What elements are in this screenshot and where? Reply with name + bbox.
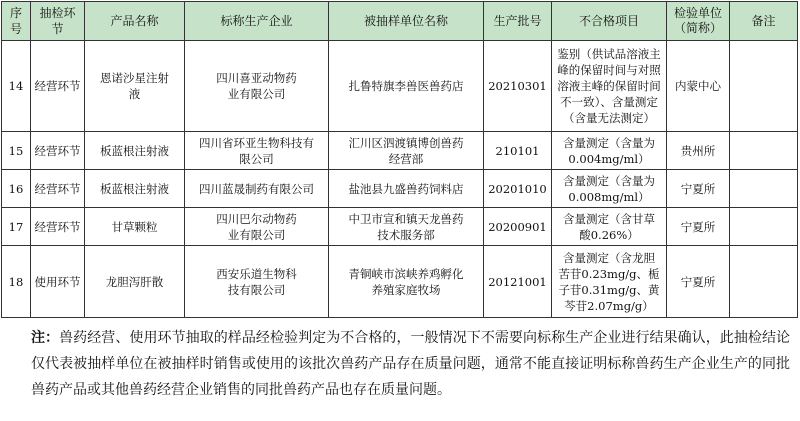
header-sampled-unit: 被抽样单位名称 — [329, 2, 484, 41]
table-header-row — [2, 2, 798, 41]
cell-inspector: 宁夏所 — [667, 170, 730, 208]
cell-items: 鉴别（供试品溶液主峰的保留时间与对照溶液主峰的保留时间不一致）、含量测定（含量无法测定） — [552, 41, 667, 132]
cell-product: 板蓝根注射液 — [85, 170, 185, 208]
cell-items: 含量测定（含龙胆苦苷0.23mg/g、栀子苷0.31mg/g、黄芩苷2.07mg/g） — [552, 246, 667, 318]
cell-manufacturer: 西安乐道生物科技有限公司 — [185, 246, 329, 318]
header-seq: 序号 — [2, 2, 31, 41]
header-batch: 生产批号 — [484, 2, 552, 41]
cell-product: 板蓝根注射液 — [85, 132, 185, 170]
cell-batch: 20200901 — [484, 208, 552, 246]
cell-remark — [730, 208, 798, 246]
table-row — [2, 170, 798, 208]
cell-batch: 20121001 — [484, 246, 552, 318]
footnote — [31, 325, 790, 403]
header-inspector: 检验单位 （简称） — [667, 2, 730, 41]
cell-remark — [730, 41, 798, 132]
cell-inspector: 宁夏所 — [667, 246, 730, 318]
table-row — [2, 208, 798, 246]
cell-items: 含量测定（含量为0.004mg/ml） — [552, 132, 667, 170]
cell-product: 龙胆泻肝散 — [85, 246, 185, 318]
cell-remark — [730, 246, 798, 318]
header-manufacturer: 标称生产企业 — [185, 2, 329, 41]
cell-remark — [730, 132, 798, 170]
cell-seq: 17 — [2, 208, 31, 246]
table-row — [2, 41, 798, 132]
cell-stage: 经营环节 — [31, 208, 85, 246]
cell-stage: 经营环节 — [31, 132, 85, 170]
header-items: 不合格项目 — [552, 2, 667, 41]
header-stage: 抽检环节 — [31, 2, 85, 41]
cell-seq: 18 — [2, 246, 31, 318]
nonconforming-products-table — [1, 1, 798, 318]
cell-batch: 20210301 — [484, 41, 552, 132]
cell-sampled-unit: 扎鲁特旗李兽医兽药店 — [329, 41, 484, 132]
cell-stage: 经营环节 — [31, 41, 85, 132]
cell-seq: 15 — [2, 132, 31, 170]
cell-seq: 16 — [2, 170, 31, 208]
cell-items: 含量测定（含甘草酸0.26%） — [552, 208, 667, 246]
cell-items: 含量测定（含量为0.008mg/ml） — [552, 170, 667, 208]
cell-sampled-unit: 汇川区泗渡镇博创兽药经营部 — [329, 132, 484, 170]
cell-inspector: 宁夏所 — [667, 208, 730, 246]
cell-sampled-unit: 中卫市宣和镇天龙兽药技术服务部 — [329, 208, 484, 246]
cell-batch: 210101 — [484, 132, 552, 170]
cell-manufacturer: 四川省环亚生物科技有限公司 — [185, 132, 329, 170]
footnote-label: 注： — [31, 330, 60, 346]
cell-manufacturer: 四川蓝晟制药有限公司 — [185, 170, 329, 208]
cell-inspector: 内蒙中心 — [667, 41, 730, 132]
cell-manufacturer: 四川喜亚动物药业有限公司 — [185, 41, 329, 132]
cell-stage: 经营环节 — [31, 170, 85, 208]
cell-sampled-unit: 盐池县九盛兽药饲料店 — [329, 170, 484, 208]
cell-batch: 20201010 — [484, 170, 552, 208]
header-product: 产品名称 — [85, 2, 185, 41]
cell-seq: 14 — [2, 41, 31, 132]
cell-sampled-unit: 青铜峡市滨峡养鸡孵化养殖家庭牧场 — [329, 246, 484, 318]
cell-remark — [730, 170, 798, 208]
cell-inspector: 贵州所 — [667, 132, 730, 170]
header-remark: 备注 — [730, 2, 798, 41]
table-row — [2, 132, 798, 170]
cell-manufacturer: 四川巴尔动物药业有限公司 — [185, 208, 329, 246]
table-row — [2, 246, 798, 318]
cell-product: 恩诺沙星注射液 — [85, 41, 185, 132]
cell-product: 甘草颗粒 — [85, 208, 185, 246]
footnote-text: 兽药经营、使用环节抽取的样品经检验判定为不合格的，一般情况下不需要向标称生产企业进行结果确认，此抽检结论仅代表被抽样单位在被抽样时销售或使用的该批次兽药产品存在质量问题，通常不能直接证明标称兽药生产企业生产的同批兽药产品或其他兽药经营企业销售的同批兽药产品也存在质量问题。 — [31, 330, 791, 398]
cell-stage: 使用环节 — [31, 246, 85, 318]
